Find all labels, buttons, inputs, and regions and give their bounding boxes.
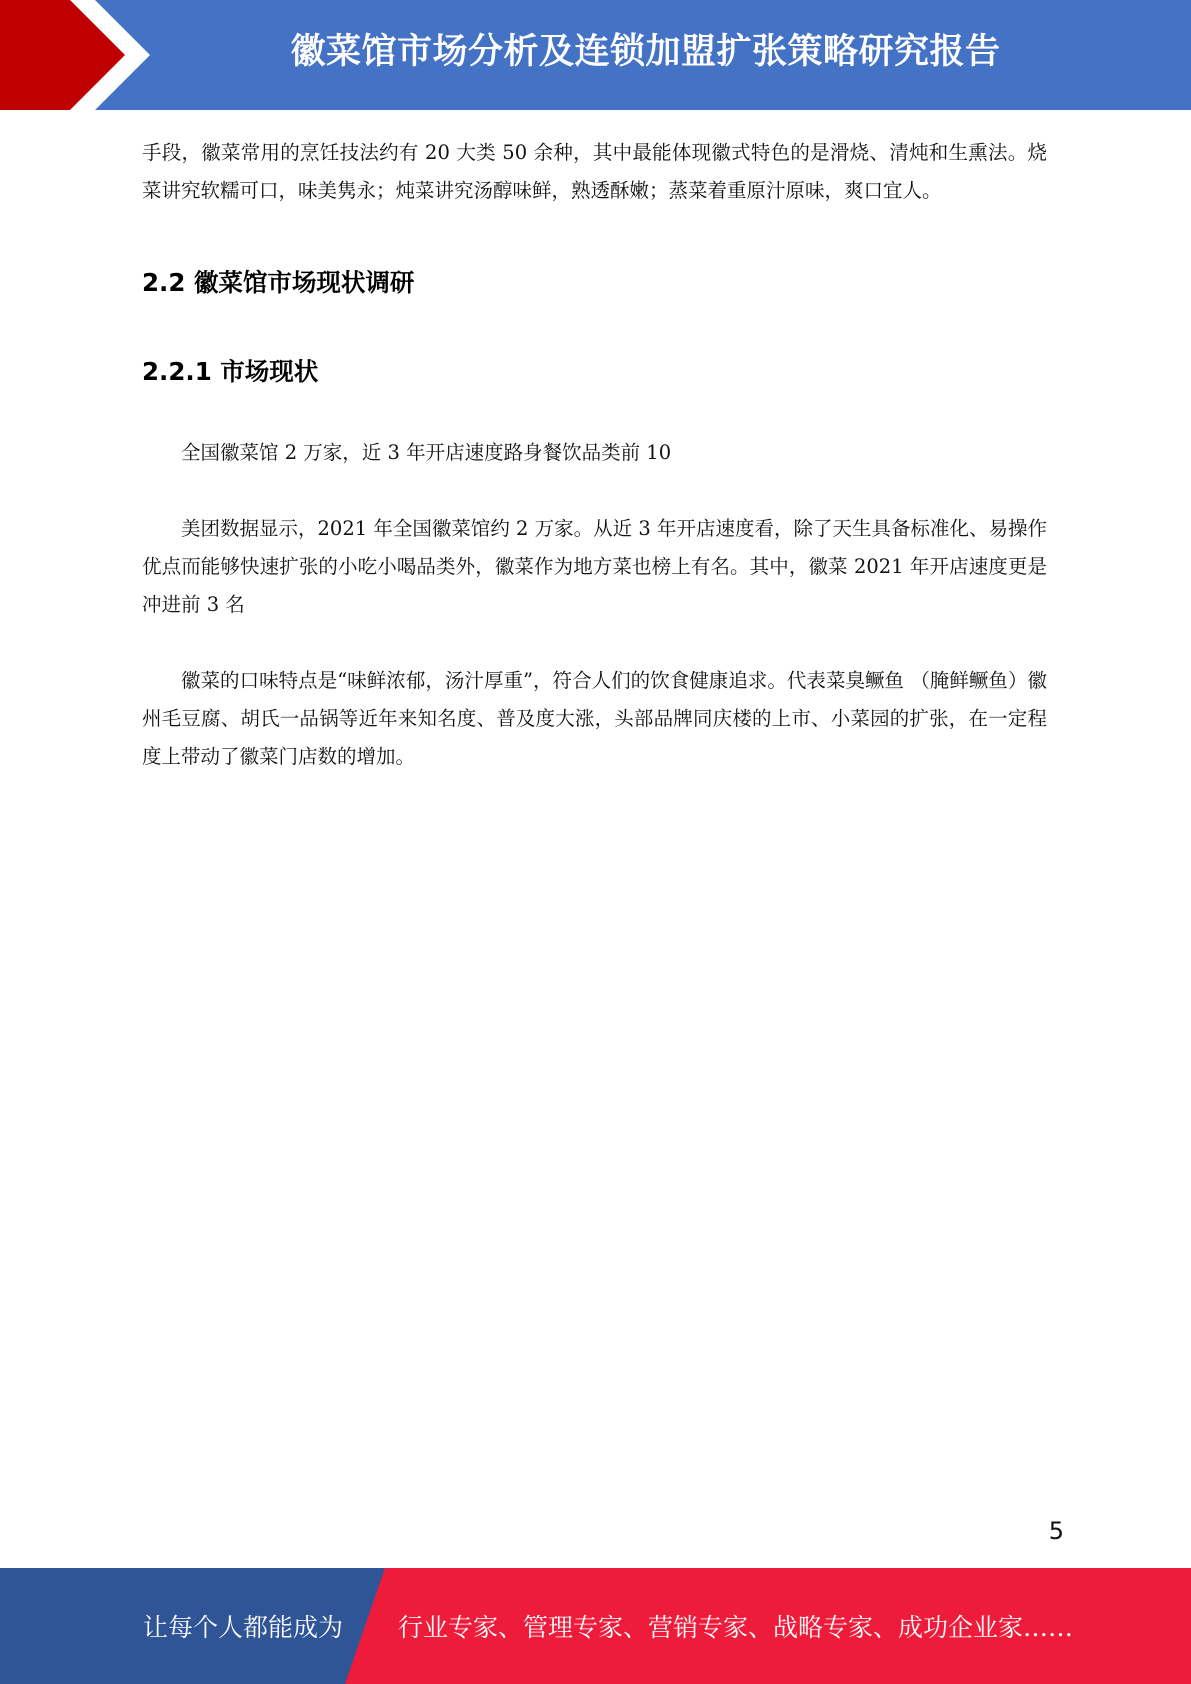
section-heading-2-2-1: 2.2.1 市场现状 <box>142 357 319 386</box>
section-heading-2-2: 2.2 徽菜馆市场现状调研 <box>142 268 415 297</box>
report-footer <box>0 1568 1191 1684</box>
footer-slogan-right: 行业专家、管理专家、营销专家、战略专家、成功企业家…… <box>398 1613 1074 1642</box>
footer-slogan-left: 让每个人都能成为 <box>143 1613 344 1642</box>
page-number: 5 <box>1048 1517 1064 1545</box>
header-arrow-decoration <box>0 0 160 110</box>
flavor-paragraph: 徽菜的口味特点是“味鲜浓郁，汤汁厚重”，符合人们的饮食健康追求。代表菜臭鳜鱼 （腌鲜鳜鱼）徽州毛豆腐、胡氏一品锅等近年来知名度、普及度大涨，头部品牌同庆楼的上市、小菜园的扩张，在一定程度上带动了徽菜门店数的增加。 <box>142 669 1047 768</box>
report-header <box>0 0 1191 110</box>
report-body <box>142 134 1047 776</box>
lead-paragraph: 全国徽菜馆 2 万家，近 3 年开店速度路身餐饮品类前 10 <box>181 441 672 464</box>
meituan-data-paragraph: 美团数据显示，2021 年全国徽菜馆约 2 万家。从近 3 年开店速度看，除了天生具备标准化、易操作优点而能够快速扩张的小吃小喝品类外，徽菜作为地方菜也榜上有名。其中，徽菜 2021 年开店速度更是冲进前 3 名 <box>142 517 1047 616</box>
report-title: 徽菜馆市场分析及连锁加盟扩张策略研究报告 <box>290 32 1001 72</box>
intro-paragraph: 手段，徽菜常用的烹饪技法约有 20 大类 50 余种，其中最能体现徽式特色的是滑烧、清炖和生熏法。烧菜讲究软糯可口，味美隽永；炖菜讲究汤醇味鲜，熟透酥嫩；蒸菜着重原汁原味，爽口宜人。 <box>142 141 1047 202</box>
